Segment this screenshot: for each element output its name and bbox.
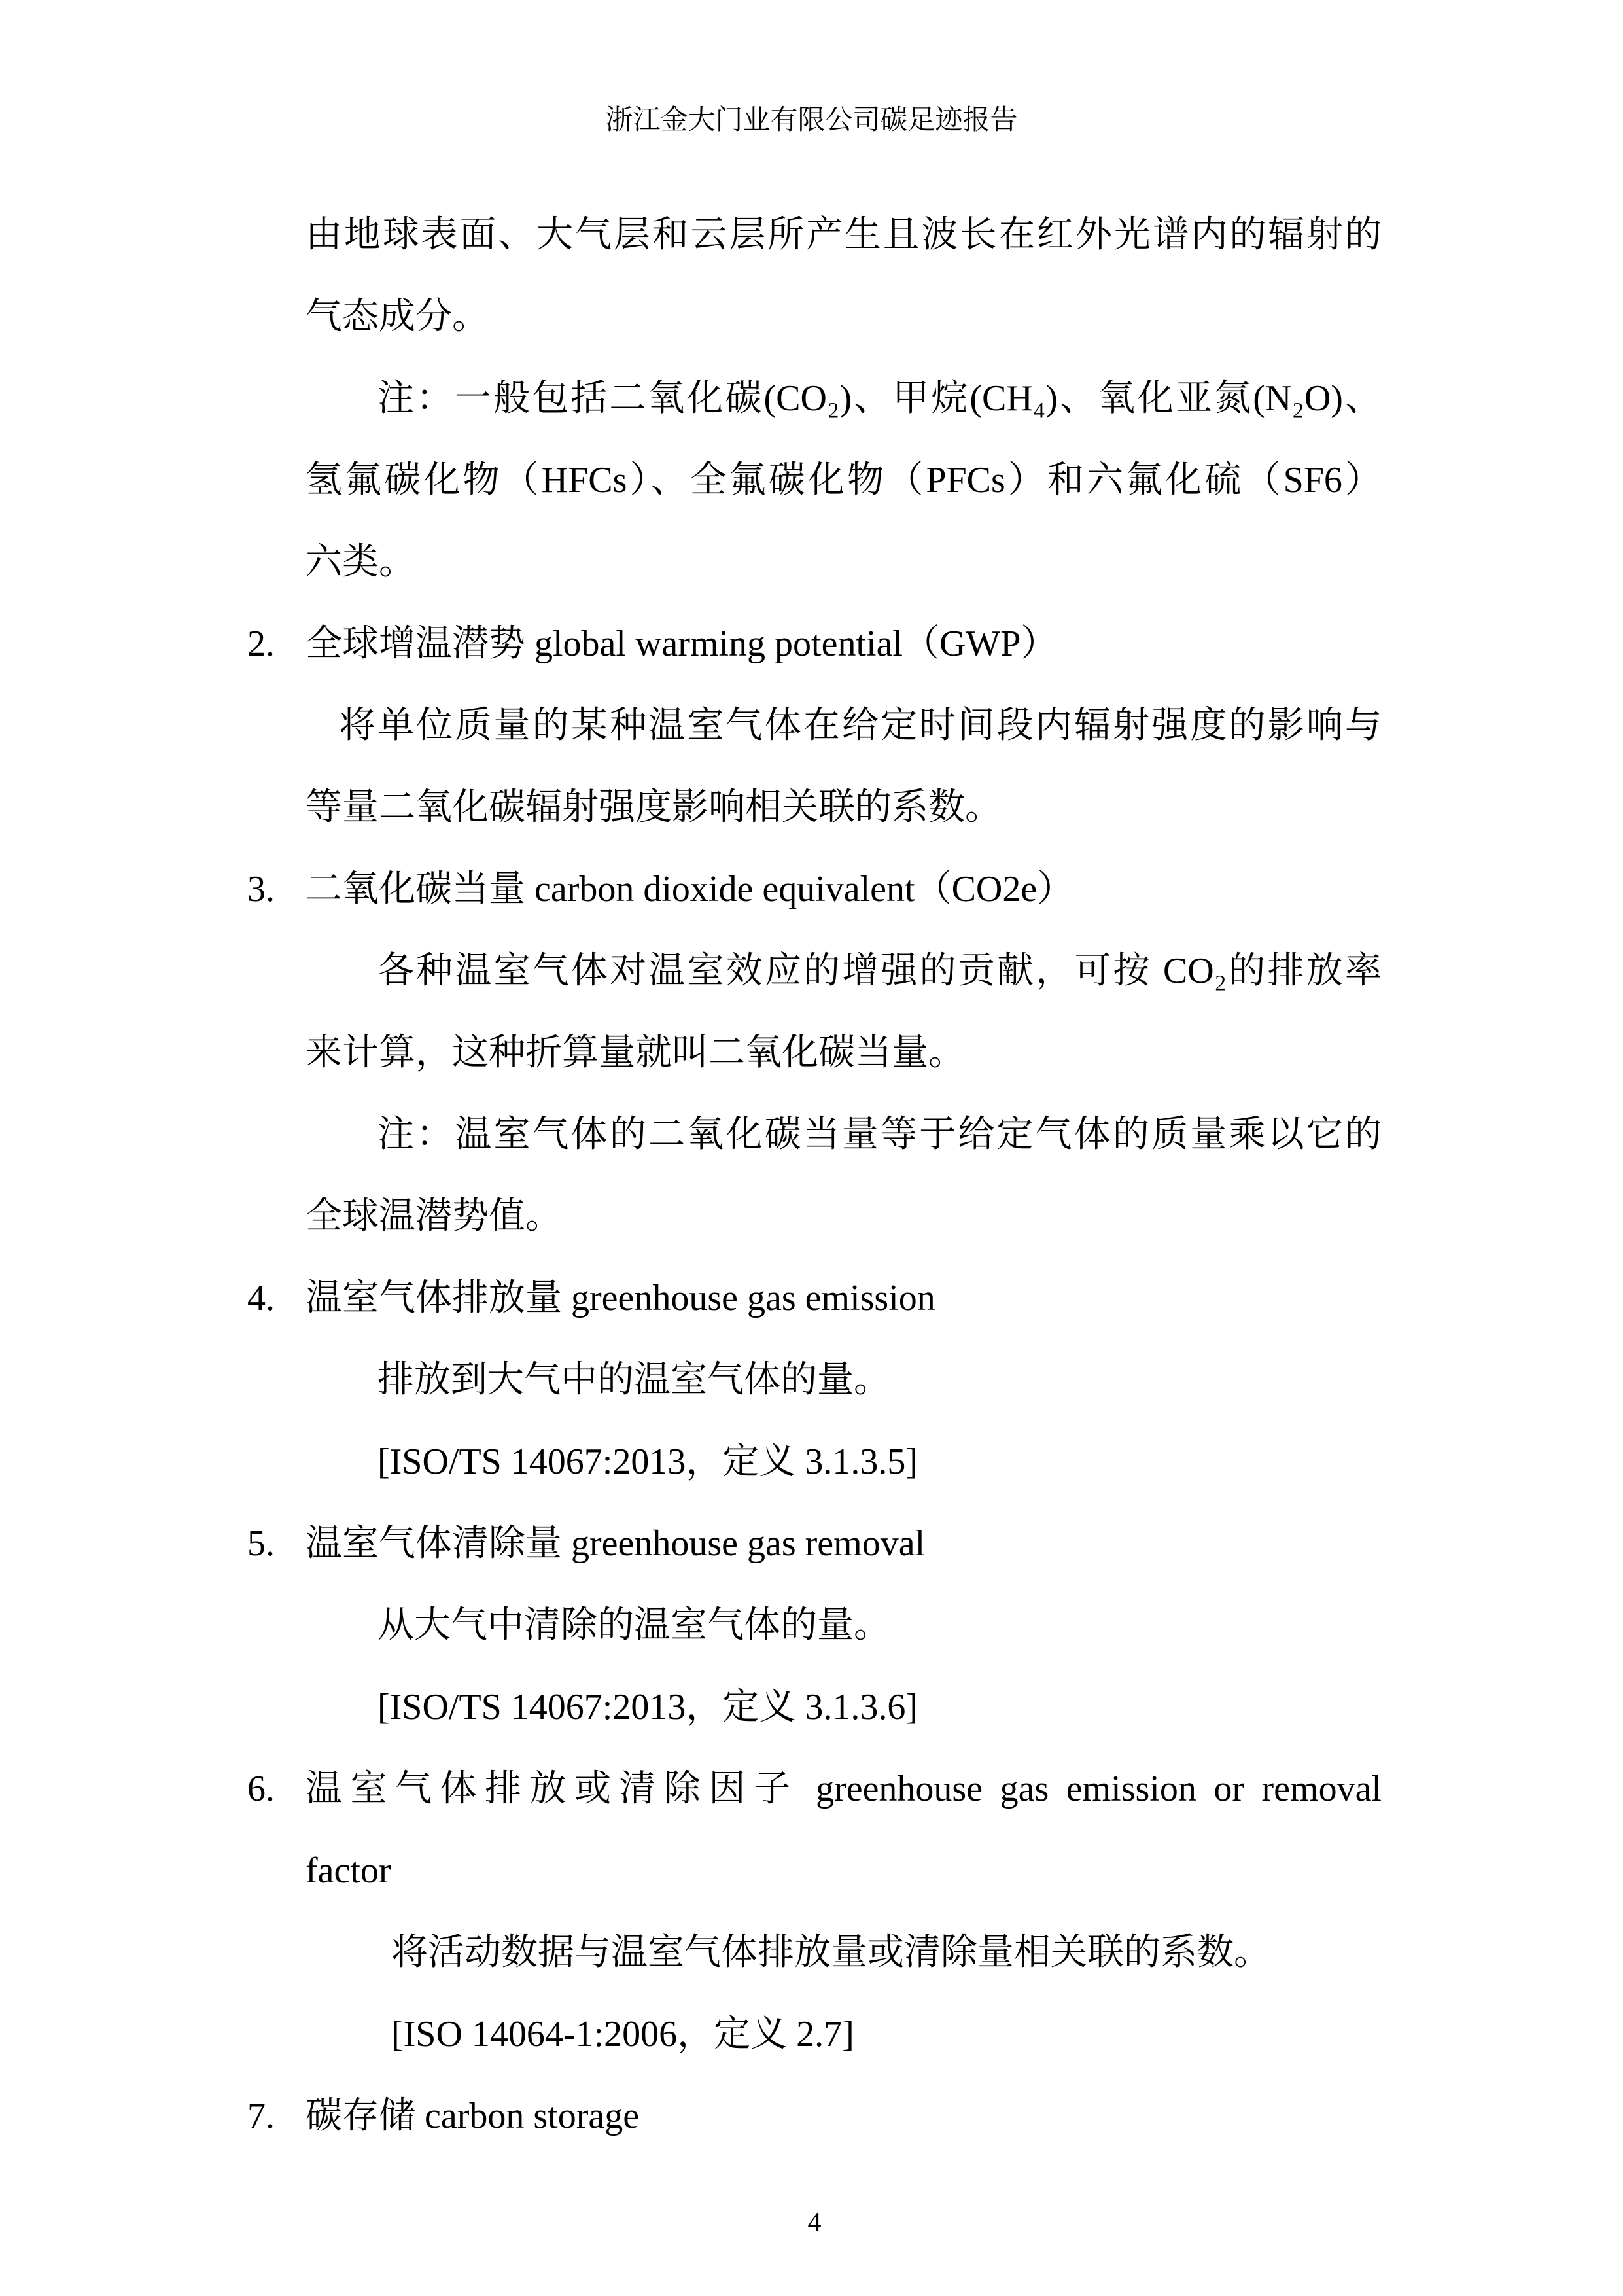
text-line xyxy=(247,1830,1382,1912)
line-text: 碳存储 carbon storage xyxy=(305,2096,640,2136)
reference-line xyxy=(247,1994,1382,2075)
text-line xyxy=(247,767,1382,849)
list-number: 5. xyxy=(247,1523,275,1564)
line-text: 气态成分。 xyxy=(305,296,489,337)
document-body xyxy=(247,194,1382,2264)
reference-line xyxy=(247,1667,1382,1748)
line-text: 将活动数据与温室气体排放量或清除量相关联的系数。 xyxy=(391,1932,1270,1973)
line-text: [ISO/TS 14067:2013，定义 3.1.3.5] xyxy=(377,1441,918,1482)
list-item-line xyxy=(247,603,1382,685)
line-text: 各种温室气体对温室效应的增强的贡献，可按 CO₂的排放率 xyxy=(377,951,1382,991)
page-header xyxy=(0,0,1623,137)
line-text: 注：一般包括二氧化碳(CO₂)、甲烷(CH₄)、氧化亚氮(N₂O)、 xyxy=(377,378,1382,419)
list-number: 3. xyxy=(247,869,275,910)
line-text: 温室气体清除量 greenhouse gas removal xyxy=(305,1523,926,1564)
list-item-line xyxy=(247,1503,1382,1585)
line-text: 温室气体排放量 greenhouse gas emission xyxy=(305,1278,935,1318)
line-text: 排放到大气中的温室气体的量。 xyxy=(377,1360,890,1400)
reference-line xyxy=(247,1421,1382,1503)
text-line xyxy=(247,1012,1382,1094)
line-text: [ISO/TS 14067:2013，定义 3.1.3.6] xyxy=(377,1687,918,1727)
line-text: 全球增温潜势 global warming potential（GWP） xyxy=(305,624,1058,664)
line-text: 将单位质量的某种温室气体在给定时间段内辐射强度的影响与 xyxy=(339,705,1382,746)
list-item-line xyxy=(247,2075,1382,2157)
line-text: 由地球表面、大气层和云层所产生且波长在红外光谱内的辐射的 xyxy=(305,215,1382,255)
line-text: 温室气体排放或清除因子 greenhouse gas emission or removal xyxy=(305,1769,1382,1809)
page-number: 4 xyxy=(807,2208,822,2238)
note-line xyxy=(247,521,1382,603)
text-line xyxy=(247,685,1382,767)
line-text: 六类。 xyxy=(305,542,415,582)
note-line xyxy=(247,1176,1382,1258)
line-text: 氢氟碳化物（HFCs）、全氟碳化物（PFCs）和六氟化硫（SF6） xyxy=(305,460,1382,501)
header-title: 浙江金大门业有限公司碳足迹报告 xyxy=(605,105,1018,135)
text-line xyxy=(247,194,1382,276)
line-text: factor xyxy=(305,1850,391,1891)
list-item-line xyxy=(247,849,1382,930)
list-number: 2. xyxy=(247,624,275,664)
list-item-line xyxy=(247,1258,1382,1339)
text-line xyxy=(247,276,1382,358)
line-text: 注：温室气体的二氧化碳当量等于给定气体的质量乘以它的 xyxy=(377,1114,1382,1155)
note-line xyxy=(247,1094,1382,1176)
list-number: 4. xyxy=(247,1278,275,1318)
list-item-line xyxy=(247,1748,1382,1830)
text-line xyxy=(247,1339,1382,1421)
note-line xyxy=(247,358,1382,440)
line-text: 全球温潜势值。 xyxy=(305,1196,562,1237)
note-line xyxy=(247,440,1382,521)
line-text: 来计算，这种折算量就叫二氧化碳当量。 xyxy=(305,1033,965,1073)
page-footer xyxy=(247,2182,1382,2264)
line-text: [ISO 14064-1:2006，定义 2.7] xyxy=(391,2014,854,2055)
line-text: 等量二氧化碳辐射强度影响相关联的系数。 xyxy=(305,787,1002,828)
line-text: 从大气中清除的温室气体的量。 xyxy=(377,1605,890,1646)
list-number: 7. xyxy=(247,2096,275,2136)
text-line xyxy=(247,1912,1382,1994)
text-line xyxy=(247,1585,1382,1667)
line-text: 二氧化碳当量 carbon dioxide equivalent（CO2e） xyxy=(305,869,1074,910)
list-number: 6. xyxy=(247,1769,275,1809)
text-line xyxy=(247,930,1382,1012)
